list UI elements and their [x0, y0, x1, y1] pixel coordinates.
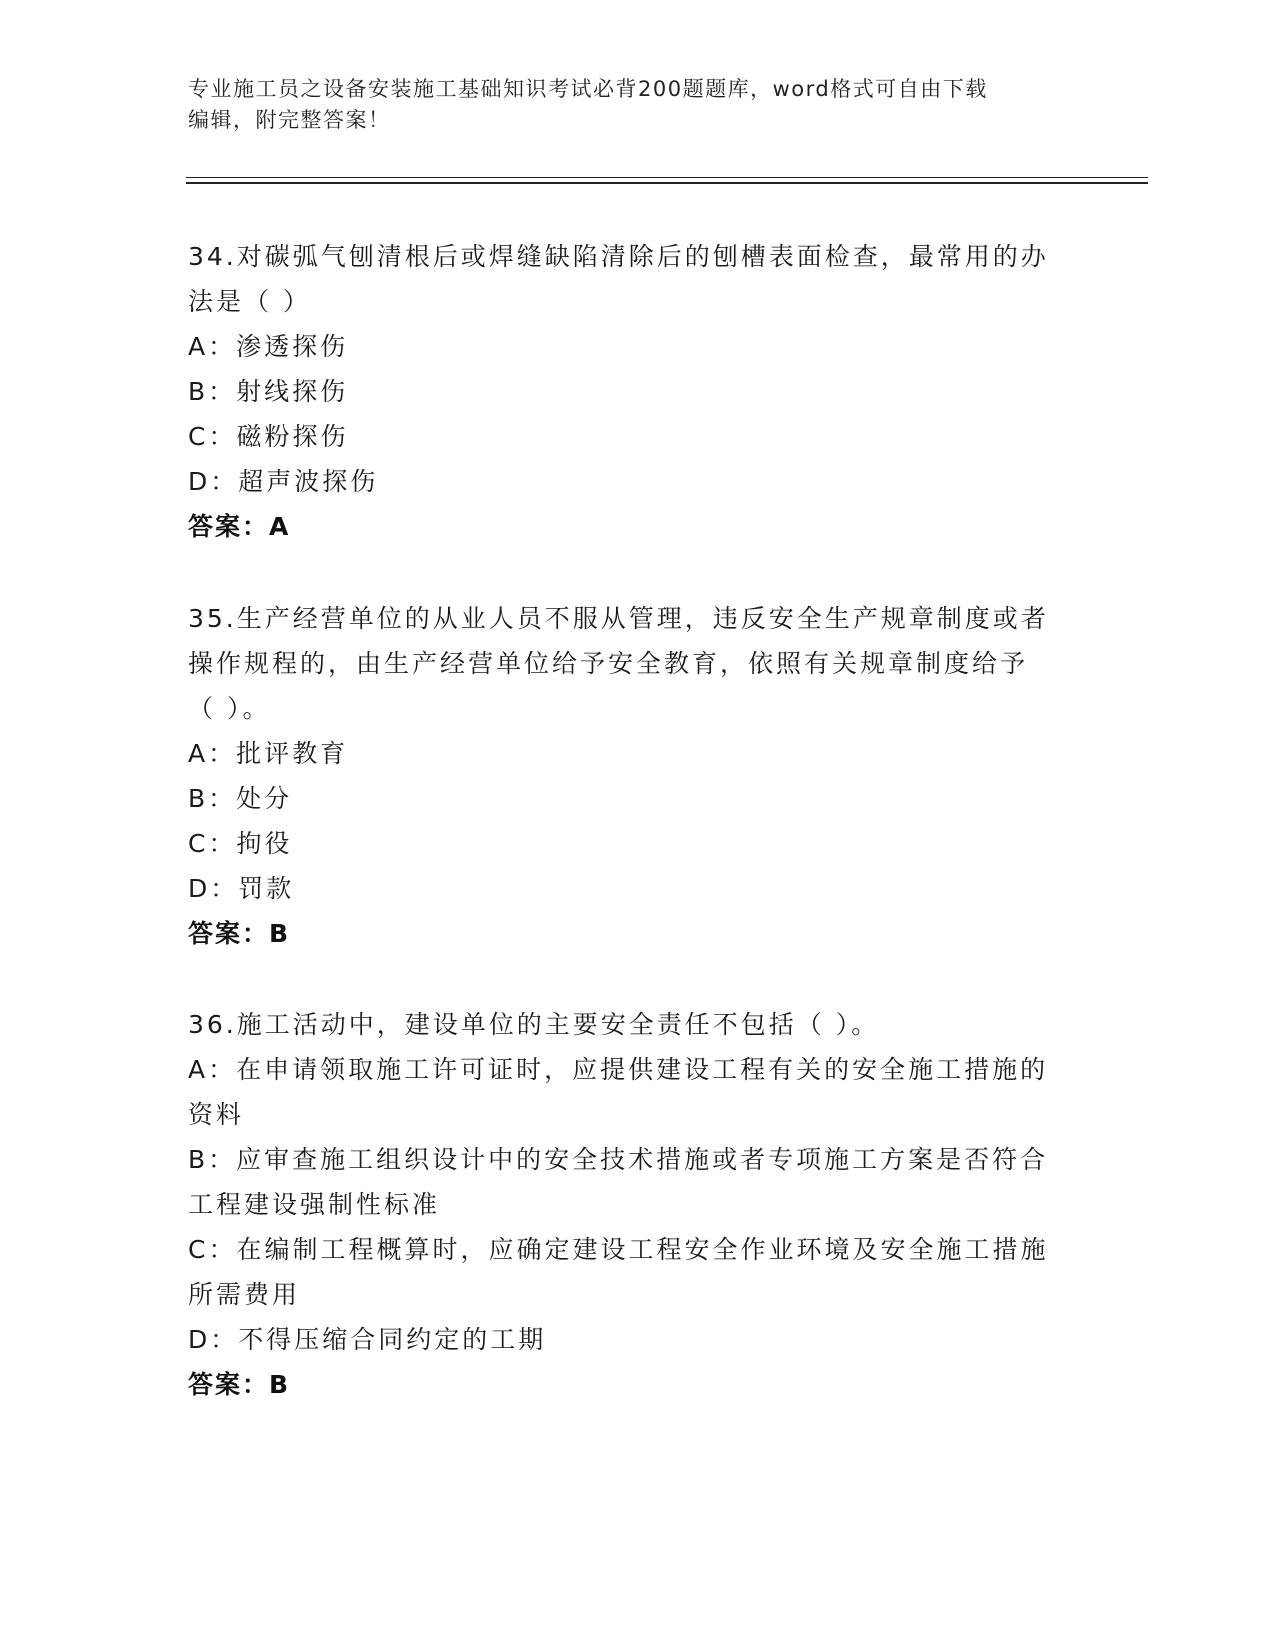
question-stem-line: 34.对碳弧气刨清根后或焊缝缺陷清除后的刨槽表面检查，最常用的办 [188, 242, 1049, 271]
question-36 [188, 1002, 1068, 1407]
question-stem-line: 操作规程的，由生产经营单位给予安全教育，依照有关规章制度给予 [188, 649, 1029, 678]
answer: 答案：B [188, 919, 291, 948]
question-34 [188, 234, 1068, 549]
question-stem-line: 法是（ ） [188, 287, 311, 316]
question-stem-line: 36.施工活动中，建设单位的主要安全责任不包括（ ）。 [188, 1010, 880, 1039]
answer: 答案：B [188, 1370, 291, 1399]
header-line-1: 专业施工员之设备安装施工基础知识考试必背200题题库，word格式可自由下载 [188, 77, 988, 101]
question-stem-line: 35.生产经营单位的从业人员不服从管理，违反安全生产规章制度或者 [188, 604, 1049, 633]
option-c-continued: 所需费用 [188, 1280, 301, 1309]
option-b-continued: 工程建设强制性标准 [188, 1190, 441, 1219]
option-a: A：在申请领取施工许可证时，应提供建设工程有关的安全施工措施的 [188, 1055, 1049, 1084]
option-a: A：渗透探伤 [188, 332, 349, 361]
option-d: D：罚款 [188, 874, 295, 903]
option-c: C：磁粉探伤 [188, 422, 349, 451]
header-line-2: 编辑，附完整答案！ [188, 108, 391, 132]
option-d: D：超声波探伤 [188, 467, 379, 496]
header-divider-thin [186, 177, 1148, 178]
option-c: C：在编制工程概算时，应确定建设工程安全作业环境及安全施工措施 [188, 1235, 1049, 1264]
header-divider-thick [186, 182, 1148, 184]
question-stem-line: （ ）。 [188, 694, 271, 723]
option-d: D：不得压缩合同约定的工期 [188, 1325, 547, 1354]
option-b: B：应审查施工组织设计中的安全技术措施或者专项施工方案是否符合 [188, 1145, 1049, 1174]
option-b: B：处分 [188, 784, 293, 813]
question-35 [188, 596, 1068, 956]
option-a-continued: 资料 [188, 1100, 245, 1129]
answer: 答案：A [188, 512, 291, 541]
option-c: C：拘役 [188, 829, 293, 858]
option-a: A：批评教育 [188, 739, 349, 768]
document-header [188, 74, 1068, 136]
option-b: B：射线探伤 [188, 377, 349, 406]
